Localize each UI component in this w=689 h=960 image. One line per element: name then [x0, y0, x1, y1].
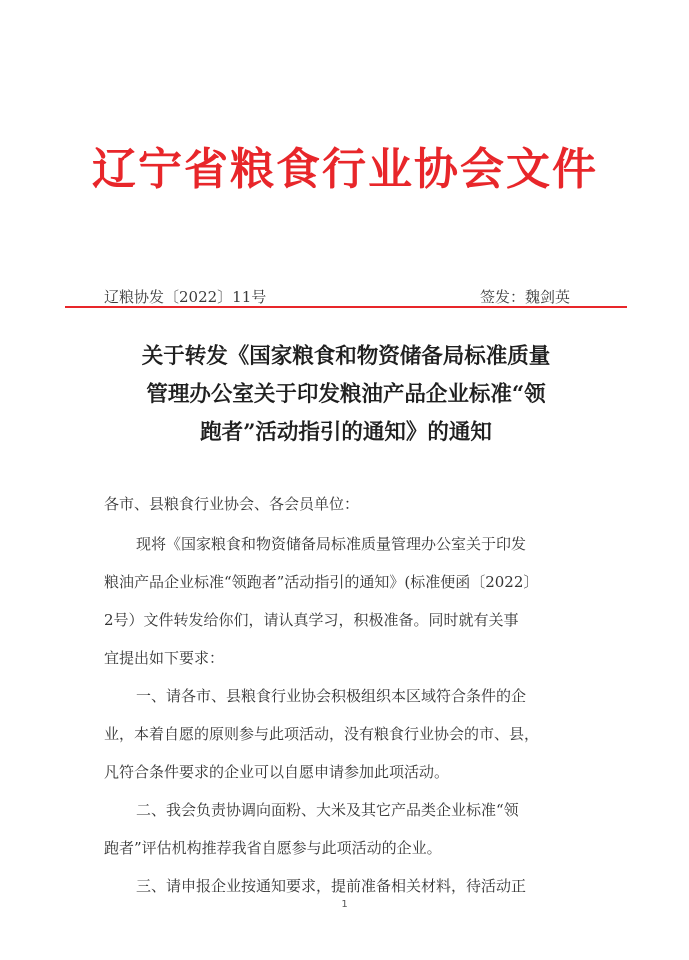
body-line-9: 跑者”评估机构推荐我省自愿参与此项活动的企业。: [104, 839, 442, 857]
body-line-3: 2号）文件转发给你们，请认真学习，积极准备。同时就有关事: [104, 611, 519, 629]
body-line-10: 三、请申报企业按通知要求，提前准备相关材料，待活动正: [136, 877, 527, 895]
body-line-4: 宜提出如下要求：: [104, 649, 225, 667]
body-line-2: 粮油产品企业标准“领跑者”活动指引的通知》(标准便函〔2022〕: [104, 573, 539, 591]
salutation: 各市、县粮食行业协会、各会员单位：: [104, 495, 360, 513]
red-divider-line: [65, 306, 627, 308]
document-title: [96, 338, 596, 452]
body-line-5: 一、请各市、县粮食行业协会积极组织本区域符合条件的企: [136, 687, 527, 705]
body-line-1: 现将《国家粮食和物资储备局标准质量管理办公室关于印发: [136, 535, 527, 553]
body-line-6: 业，本着自愿的原则参与此项活动，没有粮食行业协会的市、县，: [104, 725, 540, 743]
body-line-8: 二、我会负责协调向面粉、大米及其它产品类企业标准“领: [136, 801, 519, 819]
title-line-1: 关于转发《国家粮食和物资储备局标准质量: [141, 344, 551, 369]
title-line-3: 跑者”活动指引的通知》的通知: [200, 420, 492, 445]
title-line-2: 管理办公室关于印发粮油产品企业标准“领: [146, 382, 546, 407]
organization-header-title: 辽宁省粮食行业协会文件: [92, 144, 598, 195]
body-line-7: 凡符合条件要求的企业可以自愿申请参加此项活动。: [104, 763, 450, 781]
signer-label: 签发：魏剑英: [479, 288, 570, 306]
page-number: 1: [341, 899, 348, 910]
document-number: 辽粮协发〔2022〕11号: [104, 288, 267, 306]
